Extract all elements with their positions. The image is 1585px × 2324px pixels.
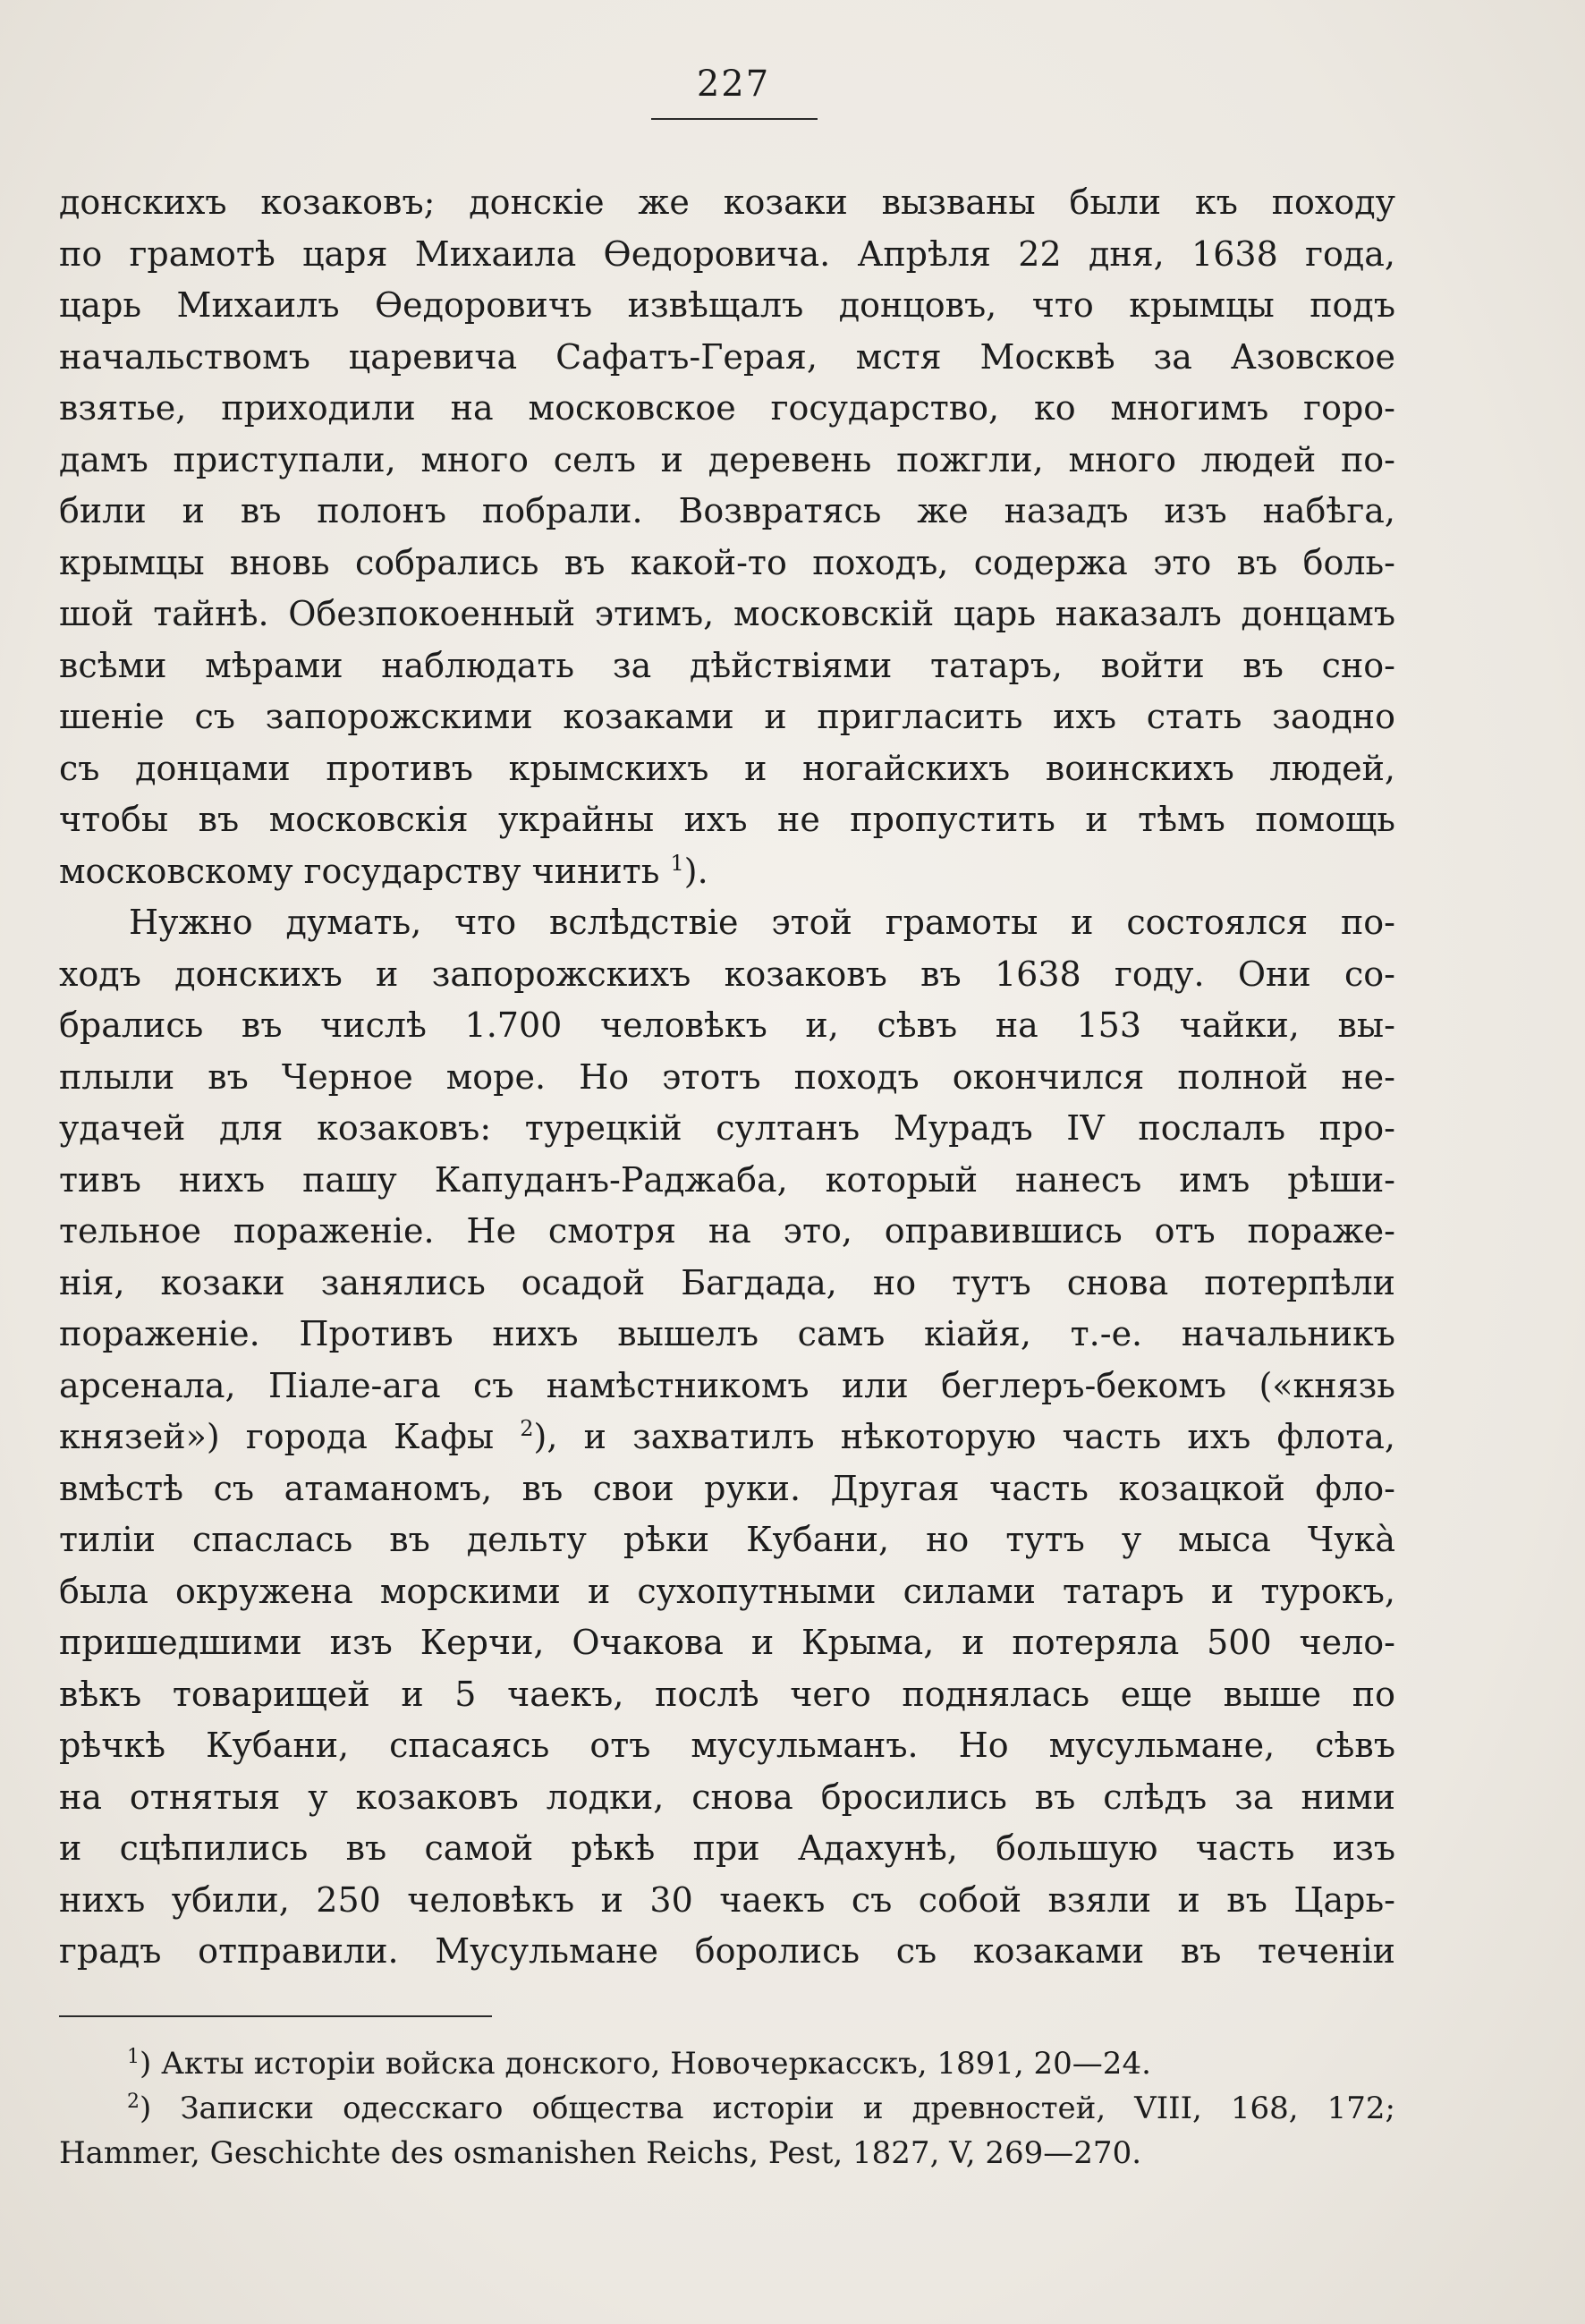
text-line: рѣчкѣ Кубани, спасаясь отъ мусульманъ. Но мусульмане, сѣвъ xyxy=(59,1726,1395,1765)
text-line xyxy=(59,846,1395,898)
text-line: съ донцами противъ крымскихъ и ногайскихъ воинскихъ людей, xyxy=(59,748,1395,788)
text-line: дамъ приступали, много селъ и деревень пожгли, много людей по- xyxy=(59,439,1395,479)
footnote-rule xyxy=(59,2015,492,2017)
text-line: ходъ донскихъ и запорожскихъ козаковъ въ 1638 году. Они со- xyxy=(59,954,1395,994)
text-line: и сцѣпились въ самой рѣкѣ при Адахунѣ, большую часть изъ xyxy=(59,1828,1395,1868)
paragraph-1 xyxy=(59,177,1395,897)
text-line: чтобы въ московскія украйны ихъ не пропустить и тѣмъ помощь xyxy=(59,800,1395,839)
footnote-text: ) Акты исторіи войска донского, Новочеркасскъ, 1891, 20—24. xyxy=(140,2046,1151,2082)
text-line: всѣми мѣрами наблюдать за дѣйствіями татаръ, войти въ сно- xyxy=(59,645,1395,685)
text-line: шой тайнѣ. Обезпокоенный этимъ, московскій царь наказалъ донцамъ xyxy=(59,594,1395,633)
text-line: вмѣстѣ съ атаманомъ, въ свои руки. Другая часть козацкой фло- xyxy=(59,1468,1395,1508)
footnote-line xyxy=(59,2086,1395,2131)
line-text: московскому государству чинить xyxy=(59,851,660,891)
line-text-tail: ), и захватилъ нѣкоторую часть ихъ флота, xyxy=(533,1417,1395,1456)
text-line: шеніе съ запорожскими козаками и пригласить ихъ стать заодно xyxy=(59,697,1395,736)
text-line: по грамотѣ царя Михаила Ѳедоровича. Апрѣля 22 дня, 1638 года, xyxy=(59,233,1395,274)
text-line: начальствомъ царевича Сафатъ-Герая, мстя Москвѣ за Азовское xyxy=(59,336,1395,377)
text-line: нія, козаки занялись осадой Багдада, но тутъ снова потерпѣли xyxy=(59,1262,1395,1302)
text-line: брались въ числѣ 1.700 человѣкъ и, сѣвъ на 153 чайки, вы- xyxy=(59,1005,1395,1045)
main-text xyxy=(59,177,1395,1978)
footnote-2 xyxy=(59,2086,1395,2176)
text-line: вѣкъ товарищей и 5 чаекъ, послѣ чего поднялась еще выше по xyxy=(59,1674,1395,1714)
paragraph-2 xyxy=(59,897,1395,1978)
footnote-text: ) Записки одесскаго общества исторіи и древностей, VIII, 168, 172; xyxy=(140,2091,1395,2126)
footnote-marker: 2 xyxy=(127,2091,140,2113)
text-line: арсенала, Піале-ага съ намѣстникомъ или беглеръ-бекомъ («князь xyxy=(59,1365,1395,1405)
text-line: плыли въ Черное море. Но этотъ походъ окончился полной не- xyxy=(59,1056,1395,1097)
text-line: Нужно думать, что вслѣдствіе этой грамоты и состоялся по- xyxy=(129,903,1395,942)
text-line: тивъ нихъ пашу Капуданъ-Раджаба, который нанесъ имъ рѣши- xyxy=(59,1159,1395,1200)
text-line: тельное пораженіе. Не смотря на это, оправившись отъ пораже- xyxy=(59,1211,1395,1251)
text-line xyxy=(59,1412,1395,1463)
text-line: крымцы вновь собрались въ какой-то походъ, содержа это въ боль- xyxy=(59,542,1395,582)
text-line: удачей для козаковъ: турецкій султанъ Мурадъ IV послалъ про- xyxy=(59,1108,1395,1148)
page-number: 227 xyxy=(696,64,771,105)
footnote-ref-2[interactable]: 2 xyxy=(520,1416,534,1441)
page-header xyxy=(648,63,818,106)
text-line: пришедшими изъ Керчи, Очакова и Крыма, и потеряла 500 чело- xyxy=(59,1623,1395,1662)
text-line: нихъ убили, 250 человѣкъ и 30 чаекъ съ собой взяли и въ Царь- xyxy=(59,1879,1395,1920)
text-line: на отнятыя у козаковъ лодки, снова бросились въ слѣдъ за ними xyxy=(59,1777,1395,1817)
line-text-tail: ). xyxy=(683,851,708,891)
footnotes xyxy=(59,2041,1395,2176)
footnote-line: Hammer, Geschichte des osmanishen Reichs, Pest, 1827, V, 269—270. xyxy=(59,2135,1142,2171)
text-line: тиліи спаслась въ дельту рѣки Кубани, но тутъ у мыса Чукà xyxy=(59,1520,1395,1559)
footnote-marker: 1 xyxy=(127,2046,140,2068)
text-line: взятье, приходили на московское государство, ко многимъ горо- xyxy=(59,388,1395,428)
text-line: царь Михаилъ Ѳедоровичъ извѣщалъ донцовъ, что крымцы подъ xyxy=(59,285,1395,325)
text-line: градъ отправили. Мусульмане боролись съ козаками въ теченіи xyxy=(59,1931,1395,1971)
text-line: была окружена морскими и сухопутными силами татаръ и турокъ, xyxy=(59,1571,1395,1611)
header-rule xyxy=(651,118,818,120)
text-line: били и въ полонъ побрали. Возвратясь же назадъ изъ набѣга, xyxy=(59,491,1395,530)
text-line: пораженіе. Противъ нихъ вышелъ самъ кіайя, т.-е. начальникъ xyxy=(59,1314,1395,1353)
text-line: донскихъ козаковъ; донскіе же козаки вызваны были къ походу xyxy=(59,182,1395,222)
line-text: князей») города Кафы xyxy=(59,1417,495,1456)
footnote-1 xyxy=(59,2041,1395,2086)
footnote-ref-1[interactable]: 1 xyxy=(670,850,684,876)
footnote-line xyxy=(59,2041,1395,2086)
